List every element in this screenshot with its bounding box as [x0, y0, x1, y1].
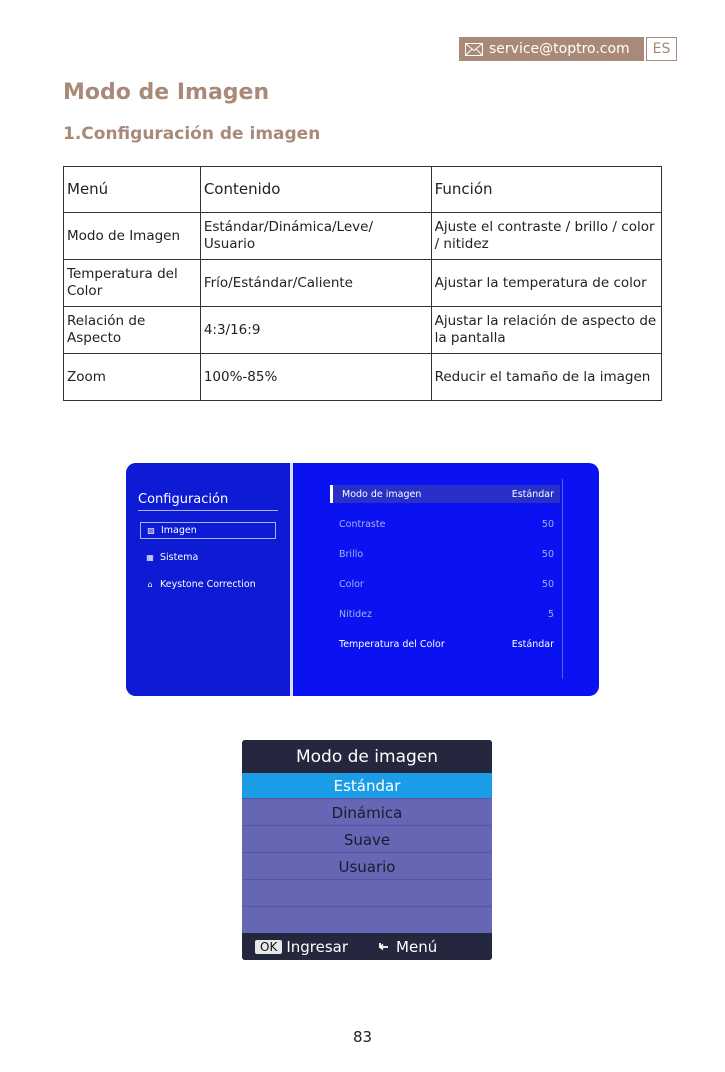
- setting-value: Estándar: [511, 638, 554, 650]
- setting-label: Temperatura del Color: [339, 638, 445, 650]
- sidebar-item-label: Imagen: [161, 525, 197, 536]
- setting-value: 50: [541, 548, 554, 560]
- setting-value: Estándar: [511, 488, 554, 500]
- settings-screen: [126, 463, 599, 696]
- table-cell: Ajustar la relación de aspecto de la pantalla: [431, 307, 661, 354]
- table-cell: Ajuste el contraste / brillo / color / nitidez: [431, 213, 661, 260]
- section-title: 1.Configuración de imagen: [63, 124, 321, 144]
- table-row: [64, 354, 662, 401]
- title-underline: [138, 510, 278, 511]
- menu-item-suave[interactable]: Suave: [242, 827, 492, 853]
- setting-row-brillo[interactable]: [330, 545, 560, 563]
- setting-label: Modo de imagen: [342, 488, 422, 500]
- keystone-icon: ⌂: [147, 580, 153, 589]
- setting-row-color[interactable]: [330, 575, 560, 593]
- sidebar-item-imagen[interactable]: [140, 522, 276, 539]
- table-header: Función: [431, 167, 661, 213]
- setting-row-temperatura[interactable]: [330, 635, 560, 653]
- table-cell: Modo de Imagen: [64, 213, 201, 260]
- table-row: [64, 213, 662, 260]
- setting-value: 50: [541, 518, 554, 530]
- menu-item-dinamica[interactable]: Dinámica: [242, 800, 492, 826]
- menu-footer: [242, 933, 492, 960]
- sidebar-item-keystone[interactable]: [140, 576, 256, 593]
- sidebar-item-label: Keystone Correction: [160, 579, 256, 590]
- table-cell: Ajustar la temperatura de color: [431, 260, 661, 307]
- setting-value: 50: [541, 578, 554, 590]
- table-header-row: [64, 167, 662, 213]
- table-cell: Temperatura del Color: [64, 260, 201, 307]
- grid-icon: ▦: [146, 553, 154, 562]
- page-number: 83: [352, 1028, 373, 1046]
- settings-table: [63, 166, 662, 401]
- table-cell: 4:3/16:9: [200, 307, 431, 354]
- menu-label: Menú: [396, 937, 438, 956]
- sidebar-item-sistema[interactable]: [140, 549, 198, 566]
- table-cell: Estándar/Dinámica/Leve/ Usuario: [200, 213, 431, 260]
- scrollbar[interactable]: [562, 479, 563, 679]
- page-title: Modo de Imagen: [63, 80, 270, 105]
- sidebar-divider: [290, 463, 293, 696]
- menu-item-estandar[interactable]: Estándar: [242, 773, 492, 799]
- setting-row-nitidez[interactable]: [330, 605, 560, 623]
- table-cell: Zoom: [64, 354, 201, 401]
- menu-item-empty: [242, 908, 492, 934]
- setting-row-contraste[interactable]: [330, 515, 560, 533]
- table-header: Contenido: [200, 167, 431, 213]
- table-cell: 100%-85%: [200, 354, 431, 401]
- table-row: [64, 307, 662, 354]
- picture-icon: ▨: [147, 526, 155, 535]
- setting-label: Nitidez: [339, 608, 372, 620]
- table-header: Menú: [64, 167, 201, 213]
- setting-label: Contraste: [339, 518, 386, 530]
- menu-title: Modo de imagen: [242, 740, 492, 773]
- settings-title: Configuración: [138, 492, 229, 507]
- image-mode-menu: [242, 740, 492, 960]
- ok-key-icon[interactable]: OK: [255, 940, 282, 954]
- enter-label: Ingresar: [286, 937, 349, 956]
- setting-label: Color: [339, 578, 364, 590]
- table-cell: Relación de Aspecto: [64, 307, 201, 354]
- table-cell: Reducir el tamaño de la imagen: [431, 354, 661, 401]
- setting-row-modo-imagen[interactable]: [330, 485, 560, 503]
- email-badge: [459, 37, 644, 61]
- menu-item-usuario[interactable]: Usuario: [242, 854, 492, 880]
- header-contact: [459, 37, 677, 61]
- language-badge: ES: [646, 37, 677, 61]
- table-row: [64, 260, 662, 307]
- back-arrow-icon[interactable]: [378, 941, 390, 953]
- setting-value: 5: [547, 608, 554, 620]
- sidebar-item-label: Sistema: [160, 552, 199, 563]
- menu-item-empty: [242, 881, 492, 907]
- email-text: service@toptro.com: [489, 41, 630, 57]
- setting-label: Brillo: [339, 548, 364, 560]
- table-cell: Frío/Estándar/Caliente: [200, 260, 431, 307]
- envelope-icon: [465, 43, 483, 56]
